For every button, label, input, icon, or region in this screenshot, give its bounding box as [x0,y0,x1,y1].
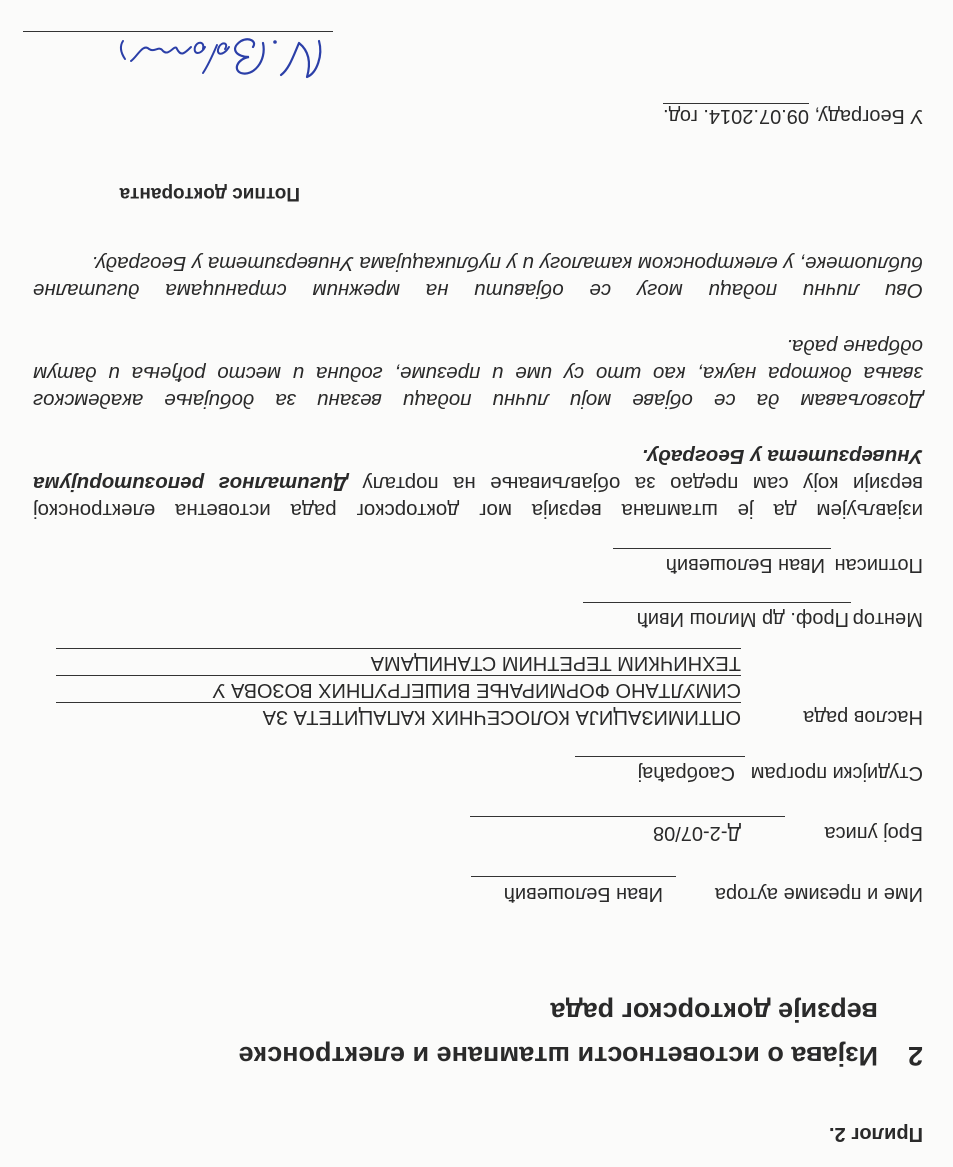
mentor-value: Проф. др Милош Ивић [636,608,849,630]
declaration-line-2 [33,470,923,497]
title-number: 2 [907,1041,923,1071]
index-value: Д-2-07/08 [652,822,741,844]
mentor-label: Ментор [852,608,923,630]
thesis-line-3: ТЕХНИЧКИМ ТЕРЕТНИМ СТАНИЦАМА [370,652,741,674]
declaration-line-2-text: верзији коју сам предао за објављивање на порталу [362,472,923,495]
signature-label: Потпис докторанта [119,183,300,204]
signed-value: Иван Белошевић [665,554,825,576]
publication-line-2: библиотеке, у електронском каталогу и у публикацијама Универзитета у Београду. [91,252,923,275]
permission-line-3: одбране рада. [786,335,923,358]
thesis-rule-1 [56,702,741,703]
place-date [663,104,923,127]
index-line [470,816,785,817]
mentor-line [583,602,851,603]
signed-line [613,548,831,549]
signature-date: 09.07.2014. год. [663,105,810,127]
appendix-label: Прилог 2. [828,1123,923,1145]
title-line-2: верзије докторског рада [550,997,878,1027]
thesis-line-2: СИМУЛТАНО ФОРМИРАЊЕ ВИШЕГРУПНИХ ВОЗОВА У [212,679,741,701]
university-name: Универзитета у Београду. [641,445,923,468]
thesis-rule-2 [56,675,741,676]
author-label: Име и презиме аутора [714,883,923,905]
handwritten-signature-icon [93,29,333,87]
author-value: Иван Белошевић [503,883,663,905]
author-line [471,876,676,877]
program-value: Саобраћај [637,762,735,784]
repository-name: Дигиталног репозиторијума [33,472,348,495]
declaration-line-1: изјављујем да је штампана верзија мог докторског рада истоветна електронској [33,499,923,522]
program-line [575,756,745,757]
publication-line-1: Ови лични подаци могу се објавити на мрежним страницама дигиталне [33,279,923,302]
title-line-1: Изјава о истоветности штампане и електронске [238,1041,878,1071]
thesis-line-1: ОПТИМИЗАЦИЈА КОЛОСЕЧНИХ КАПАЦИТЕТА ЗА [262,706,741,728]
thesis-rule-3 [56,648,741,649]
program-label: Студијски програм [750,762,923,784]
index-label: Број уписа [824,822,923,844]
signed-label: Потписан [834,554,923,576]
place-prefix: У Београду, [814,105,923,127]
thesis-label: Наслов рада [803,706,923,728]
permission-line-1: Дозвољавам да се објаве моји лични подаци везани за добијање академског [33,389,923,412]
permission-line-2: звања доктора наука, као што су име и презиме, година и место рођења и датум [33,362,923,385]
